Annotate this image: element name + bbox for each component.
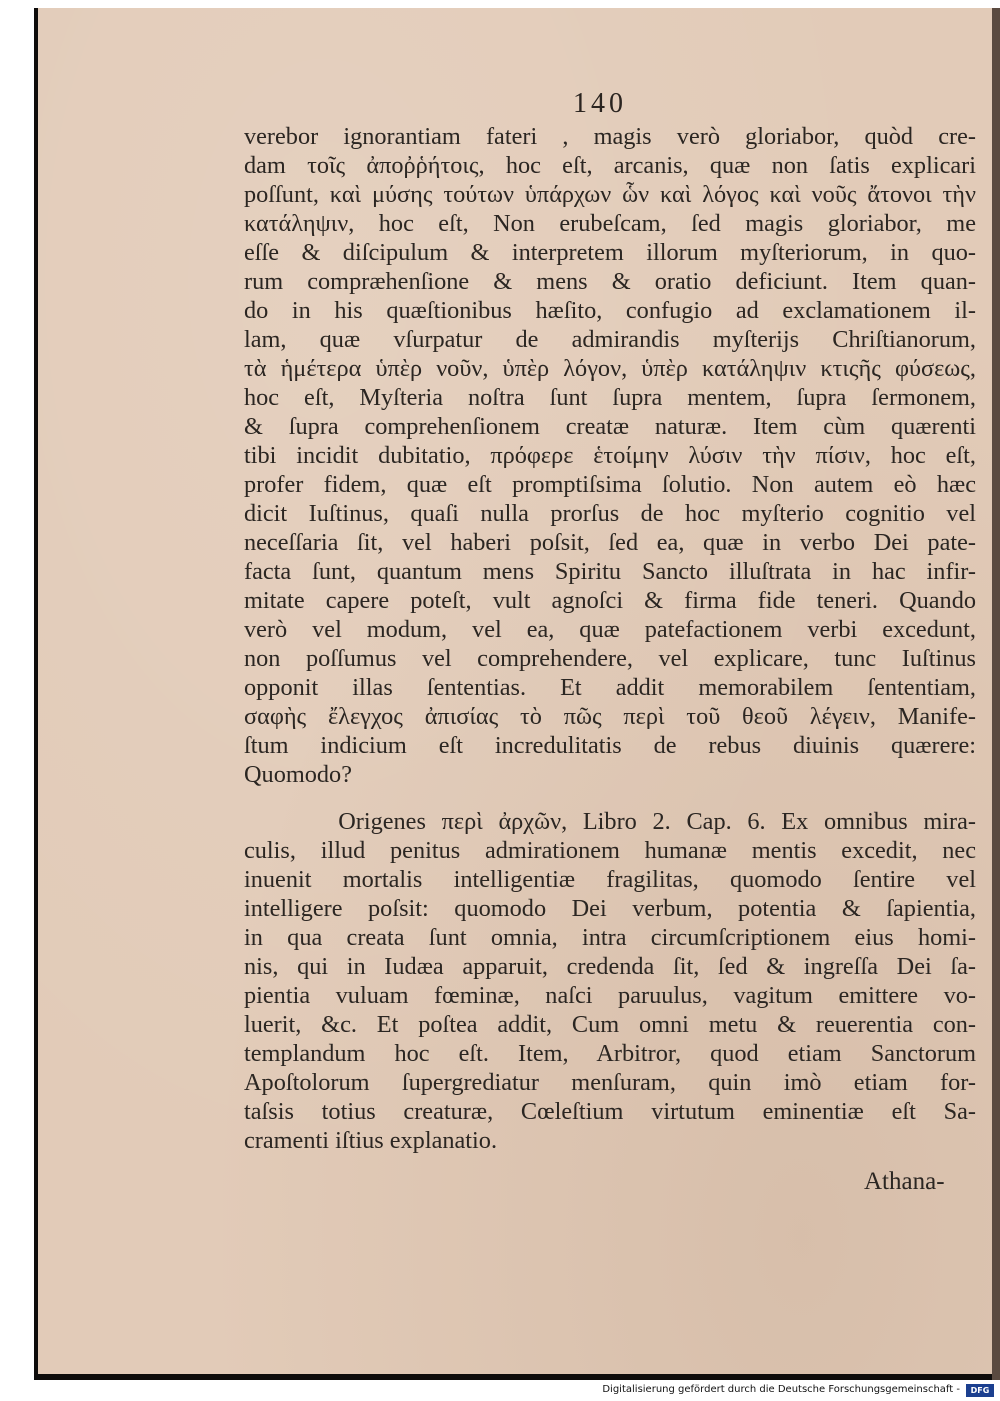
- text-line: tibi incidit dubitatio, πρόφερε ἑτοίμην λύσιν τὴν πίσιν, hoc eſt,: [244, 442, 976, 469]
- text-line: & ſupra comprehenſionem creatæ naturæ. Item cùm quærenti: [244, 413, 976, 440]
- text-line: σαφὴς ἔλεγχος ἀπισίας τὸ πῶς περὶ τοῦ θεοῦ λέγειν, Manife-: [244, 703, 976, 730]
- text-line: Quomodo?: [244, 761, 352, 788]
- text-line: neceſſaria ſit, vel haberi poſsit, ſed ea, quæ in verbo Dei pate-: [244, 529, 976, 556]
- paragraph-1: [244, 122, 976, 789]
- page-edge: [992, 8, 1000, 1380]
- text-line: taſsis totius creaturæ, Cœleſtium virtutum eminentiæ eſt Sa-: [244, 1098, 976, 1125]
- text-line: luerit, &c. Et poſtea addit, Cum omni metu & reuerentia con-: [244, 1011, 976, 1038]
- text-line: κατάληψιν, hoc eſt, Non erubeſcam, ſed magis gloriabor, me: [244, 210, 976, 237]
- text-line: nis, qui in Iudæa apparuit, credenda ſit, ſed & ingreſſa Dei ſa-: [244, 953, 976, 980]
- text-line: dicit Iuſtinus, quaſi nulla prorſus de hoc myſterio cognitio vel: [244, 500, 976, 527]
- text-line: dam τοῖς ἀποῤῥήτοις, hoc eſt, arcanis, quæ non ſatis explicari: [244, 152, 976, 179]
- footer-credit: Digitalisierung gefördert durch die Deutsche Forschungsgemeinschaft -: [602, 1384, 960, 1395]
- text-line: Apoſtolorum ſupergrediatur menſuram, quin imò etiam for-: [244, 1069, 976, 1096]
- text-line: opponit illas ſententias. Et addit memorabilem ſententiam,: [244, 674, 976, 701]
- dfg-logo: DFG: [966, 1384, 994, 1397]
- paragraph-gap: [244, 789, 976, 807]
- text-line: eſſe & diſcipulum & interpretem illorum myſteriorum, in quo-: [244, 239, 976, 266]
- text-line: poſſunt, καὶ μύσης τούτων ὑπάρχων ὧν καὶ λόγος καὶ νοῦς ἄτονοι τὴν: [244, 181, 976, 208]
- text-line: non poſſumus vel comprehendere, vel explicare, tunc Iuſtinus: [244, 645, 976, 672]
- paragraph-2: [244, 807, 976, 1155]
- text-line: templandum hoc eſt. Item, Arbitror, quod etiam Sanctorum: [244, 1040, 976, 1067]
- text-line: hoc eſt, Myſteria noſtra ſunt ſupra mentem, ſupra ſermonem,: [244, 384, 976, 411]
- catchword: Athana-: [864, 1168, 945, 1195]
- text-line: inuenit mortalis intelligentiæ fragilitas, quomodo ſentire vel: [244, 866, 976, 893]
- text-line: do in his quæſtionibus hæſito, confugio ad exclamationem il-: [244, 297, 976, 324]
- text-line: profer fidem, quæ eſt promptiſsima ſolutio. Non autem eò hæc: [244, 471, 976, 498]
- main-text: [244, 122, 976, 1155]
- text-line: lam, quæ vſurpatur de admirandis myſterijs Chriſtianorum,: [244, 326, 976, 353]
- text-line: facta ſunt, quantum mens Spiritu Sancto illuſtrata in hac infir-: [244, 558, 976, 585]
- text-line: rum compræhenſione & mens & oratio deficiunt. Item quan-: [244, 268, 976, 295]
- text-line: in qua creata ſunt omnia, intra circumſcriptionem eius homi-: [244, 924, 976, 951]
- digitization-footer: [0, 1382, 1000, 1401]
- text-line: verò vel modum, vel ea, quæ patefactionem verbi excedunt,: [244, 616, 976, 643]
- text-line: mitate capere poteſt, vult agnoſci & firma fide teneri. Quando: [244, 587, 976, 614]
- text-line: verebor ignorantiam fateri , magis verò gloriabor, quòd cre-: [244, 123, 976, 150]
- text-line: τὰ ἡμέτερα ὑπὲρ νοῦν, ὑπὲρ λόγον, ὑπὲρ κατάληψιν κτιςῆς φύσεως,: [244, 355, 976, 382]
- text-line: culis, illud penitus admirationem humanæ mentis excedit, nec: [244, 837, 976, 864]
- text-line: Origenes περὶ ἀρχῶν, Libro 2. Cap. 6. Ex omnibus mira-: [244, 808, 976, 835]
- page-number: 140: [573, 88, 627, 119]
- text-line: intelligere poſsit: quomodo Dei verbum, potentia & ſapientia,: [244, 895, 976, 922]
- text-line: cramenti iſtius explanatio.: [244, 1127, 498, 1154]
- text-line: ſtum indicium eſt incredulitatis de rebus diuinis quærere:: [244, 732, 976, 759]
- text-line: pientia vuluam fœminæ, naſci paruulus, vagitum emittere vo-: [244, 982, 976, 1009]
